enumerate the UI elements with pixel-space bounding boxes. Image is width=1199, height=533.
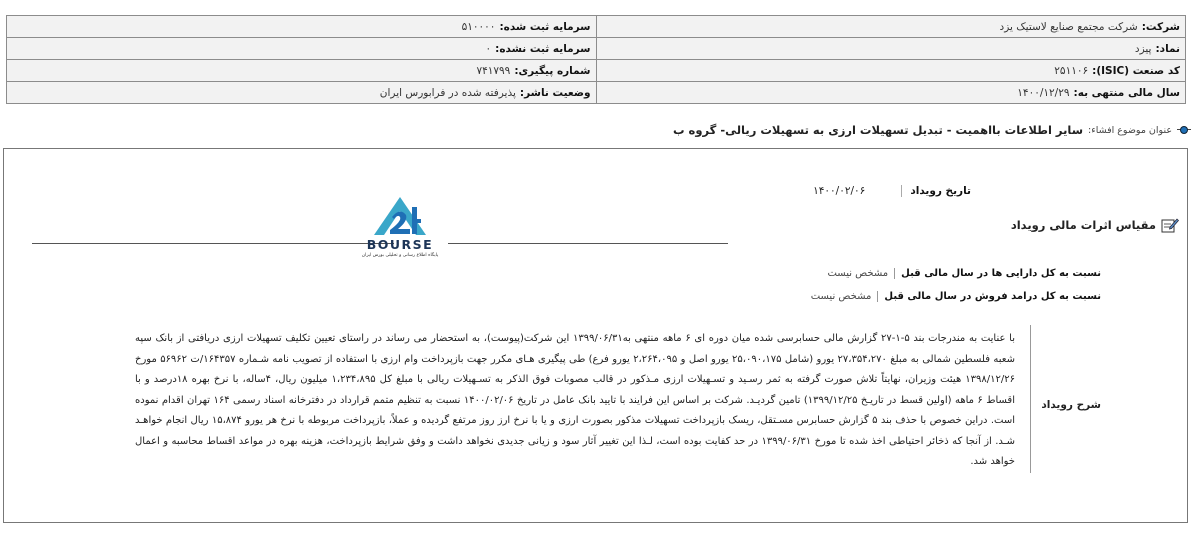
bullet-icon <box>1177 123 1191 137</box>
subject-prefix: عنوان موضوع افشاء: <box>1088 124 1172 136</box>
capital-unregistered-value: ۰ <box>485 42 492 55</box>
info-row <box>7 60 1186 82</box>
capital-registered-label: سرمایه ثبت شده: <box>499 20 591 33</box>
symbol-value: پیزد <box>1134 42 1152 55</box>
revenue-ratio-label: نسبت به کل درامد فروش در سال مالی قبل <box>877 291 1101 302</box>
capital-unregistered-label: سرمایه ثبت نشده: <box>495 42 591 55</box>
publisher-status-label: وضعیت ناشر: <box>519 86 591 99</box>
divider <box>1030 325 1031 473</box>
isic-cell <box>596 60 1186 82</box>
revenue-ratio-value: مشخص نیست <box>810 291 872 302</box>
logo-tagline: پایگاه اطلاع رسانی و تحلیلی بورس ایران <box>361 253 439 258</box>
subject-title: سایر اطلاعات بااهمیت - تبدیل تسهیلات ارزی به تسهیلات ریالی- گروه ب <box>672 123 1084 137</box>
symbol-label: نماد: <box>1155 42 1180 55</box>
fiscal-year-cell <box>596 82 1186 104</box>
event-description: با عنایت به مندرجات بند ۵-۱-۲۷ گزارش مالی حسابرسی شده میان دوره ای ۶ ماهه منتهی به۱۳۹۹/۰۶/۳۱ این شرکت(پیوست)، به استحضار می رساند در راستای تعیین تکلیف تسهیلات ارزی دریافتی از بانک سپه شعبه فلسطین شمالی به مبلغ ۲۷،۳۵۴،۲۷۰ یورو (شامل ۲۵،۰۹۰،۱۷۵ یورو اصل و ۲،۲۶۴،۰۹۵ یورو فرع) طی پیگیری هـای مکرر جهت بازپرداخت وام ارزی با استفاده از تصویب نامه شـماره ۱۶۴۳۵۷/ت ۵۶۹۶۲ مورخ ۱۳۹۸/۱۲/۲۶ هیئت وزیران، نهایتاً تلاش صورت گرفته به ثمر رسـید و تسـهیلات ارزی مـذکور در قالب مصوبات فوق الذکر به تسـهیلات ریالی با مبلغ کل ۱،۲۳۴،۸۹۵ میلیون ریال، ۴ساله، با نرخ بهره ۱۸درصد و با اقساط ۶ ماهه (اولین قسط در تاریـخ ۱۳۹۹/۱۲/۲۵) تامین گردیـد. شرکت بر اساس این فرایند با تایید بانک عامل در تاریخ ۱۴۰۰/۰۲/۰۶ نسبت به تنظیم متمم قرارداد در دفترخانه اسناد رسمی ۱۶۴ تهران اقدام نموده است. دراین خصوص با حذف بند ۵ گزارش حسابرس مسـتقل، ریسک بازپرداخت تسهیلات مذکور بصورت ارزی و یا با نرخ ارز روز مرتفع گردیده و عملاً، بازپرداخت مربوطه با نرخ هر یورو ۱۵،۸۷۴ ریال انجام خواهـد شـد. از آنجا که ذخائر احتیاطی اخذ شده تا مورخ ۱۳۹۹/۰۶/۳۱ در حد کفایت بوده است، لـذا این تغییر آثار سود و زیانی جدیدی نخواهد داشت و وفق شرایط بازپرداخت، هزینه بهره در مواعد اقساط محاسبه و اعمال خواهد شد. <box>135 333 1015 467</box>
assets-ratio-value: مشخص نیست <box>827 268 889 279</box>
event-date-value: ۱۴۰۰/۰۲/۰۶ <box>813 185 866 197</box>
assets-ratio-row <box>827 268 1101 279</box>
event-date-row <box>813 185 971 197</box>
description-label: شرح رویداد <box>1041 399 1101 411</box>
capital-registered-value: ۵۱۰۰۰۰ <box>461 20 496 33</box>
info-row <box>7 82 1186 104</box>
edit-note-icon <box>1161 217 1179 233</box>
financial-effects-title <box>1011 217 1179 233</box>
company-label: شرکت: <box>1141 20 1180 33</box>
isic-value: ۲۵۱۱۰۶ <box>1054 64 1089 77</box>
isic-label: کد صنعت (ISIC): <box>1092 64 1180 77</box>
event-panel <box>3 148 1188 523</box>
company-value: شرکت مجتمع صنایع لاستیک یزد <box>999 20 1138 33</box>
fiscal-year-value: ۱۴۰۰/۱۲/۲۹ <box>1017 86 1070 99</box>
logo-wordmark: BOURSE <box>366 237 434 252</box>
company-cell <box>596 16 1186 38</box>
tracking-cell <box>7 60 597 82</box>
publisher-status-cell <box>7 82 597 104</box>
subject-bar <box>673 120 1191 140</box>
divider <box>32 243 394 244</box>
capital-unregistered-cell <box>7 38 597 60</box>
event-date-label: تاریخ رویداد <box>901 185 971 197</box>
assets-ratio-label: نسبت به کل دارایی ها در سال مالی قبل <box>894 268 1101 279</box>
capital-registered-cell <box>7 16 597 38</box>
tracking-label: شماره پیگیری: <box>514 64 591 77</box>
revenue-ratio-row <box>811 291 1101 302</box>
financial-effects-title-text: مقیاس اثرات مالی رویداد <box>1010 218 1156 232</box>
publisher-status-value: پذیرفته شده در فرابورس ایران <box>379 86 516 99</box>
tracking-value: ۷۴۱۷۹۹ <box>476 64 511 77</box>
info-row <box>7 16 1186 38</box>
company-info-table <box>6 15 1186 104</box>
info-row <box>7 38 1186 60</box>
divider <box>448 243 728 244</box>
symbol-cell <box>596 38 1186 60</box>
bourse-logo <box>354 193 446 261</box>
fiscal-year-label: سال مالی منتهی به: <box>1073 86 1180 99</box>
